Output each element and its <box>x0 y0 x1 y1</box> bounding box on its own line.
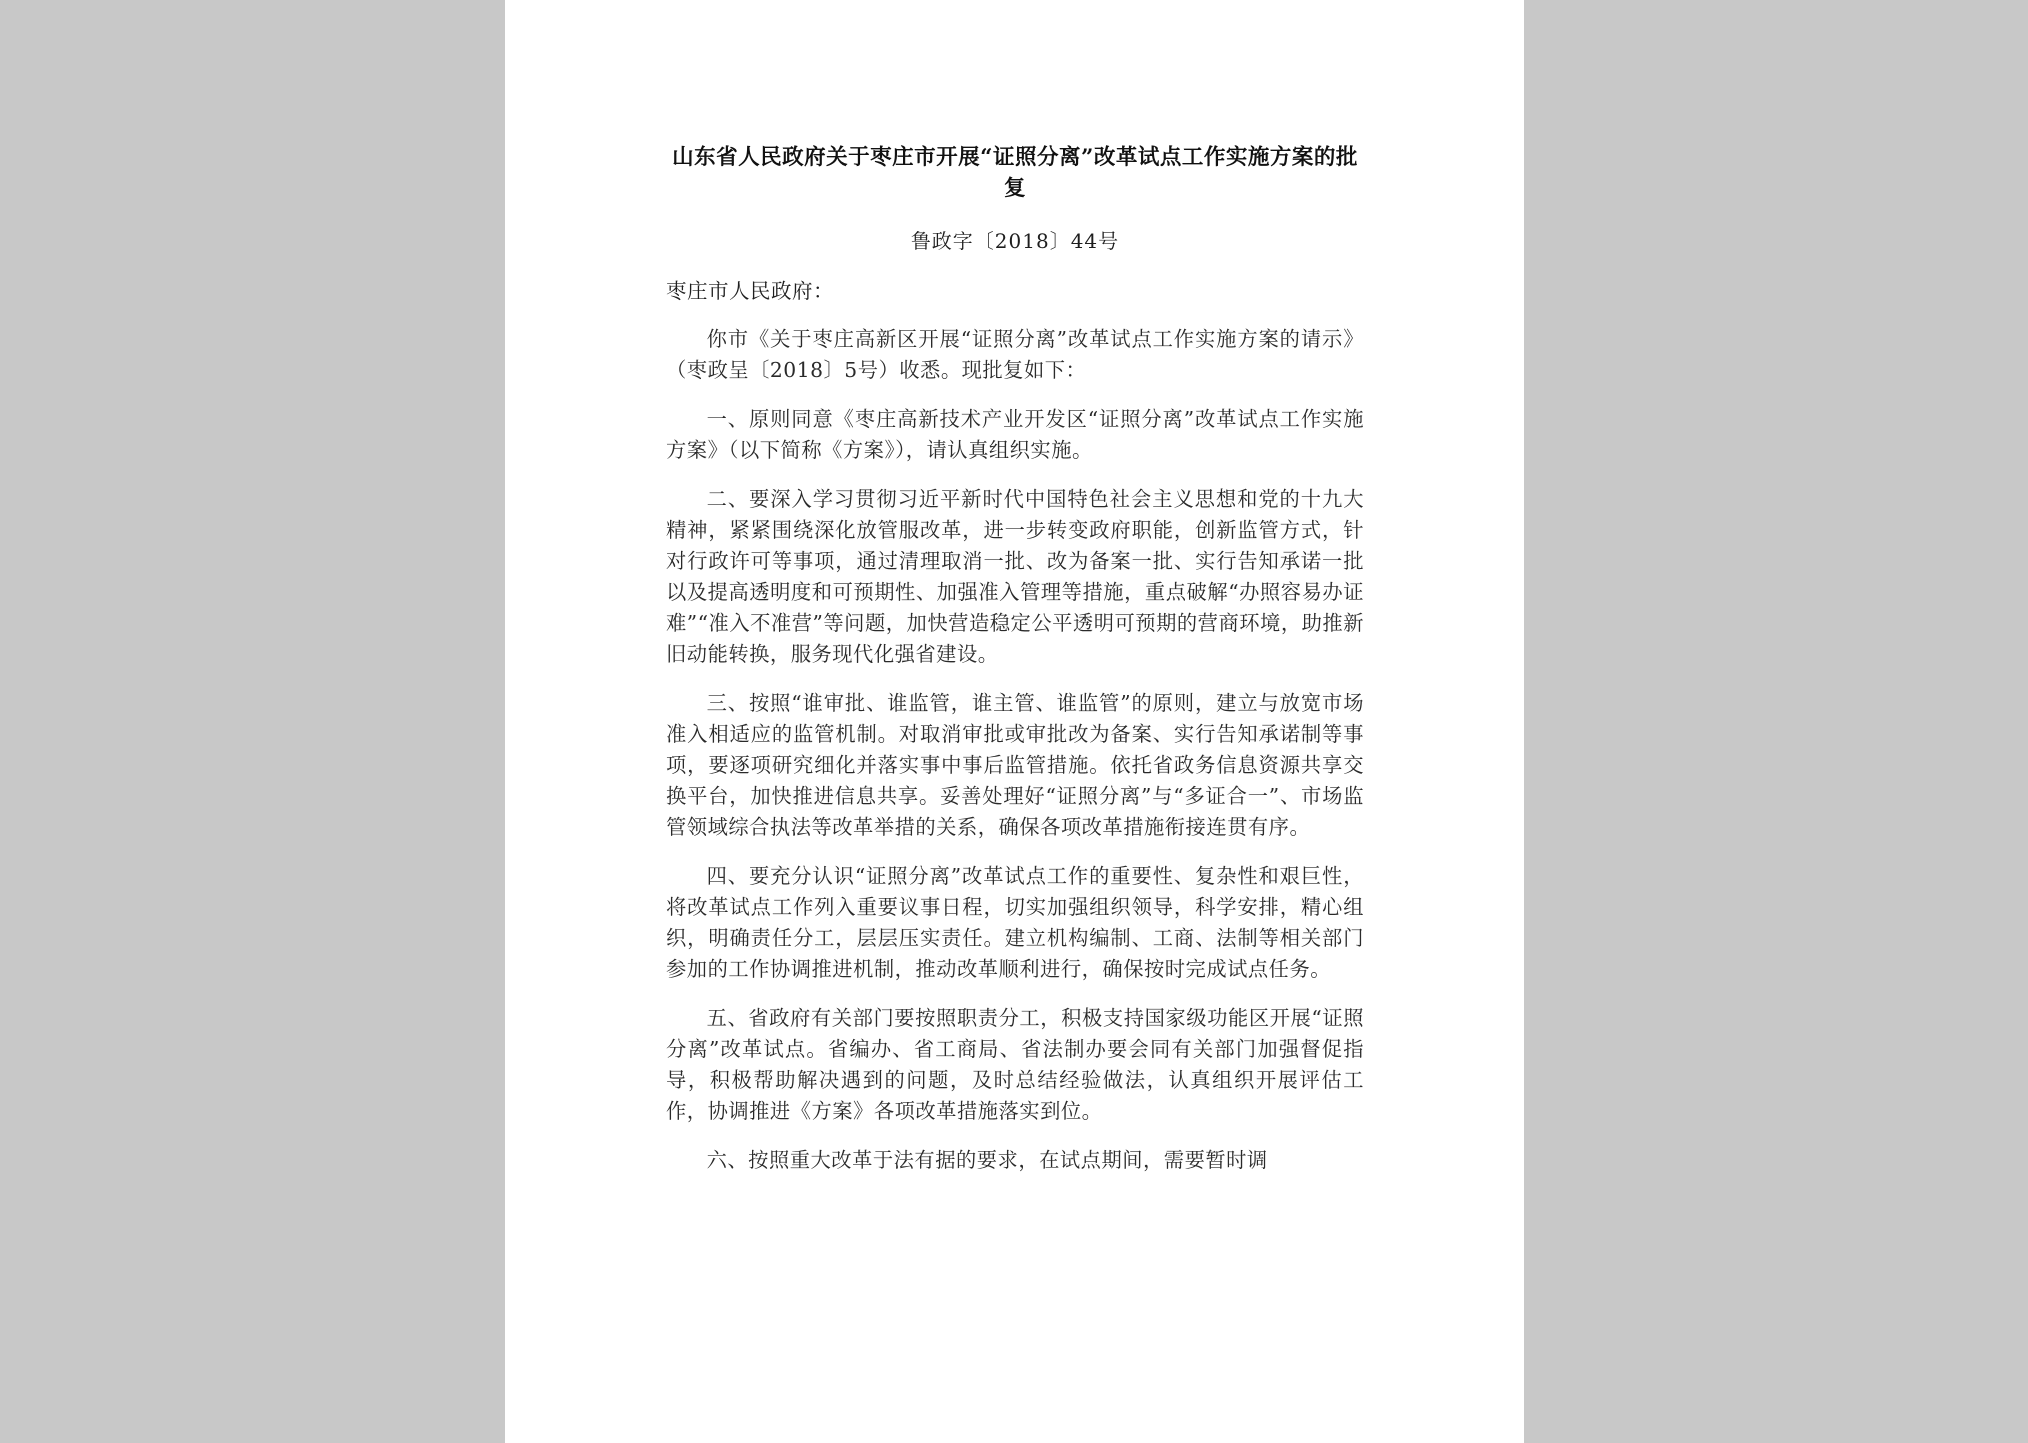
paragraph-3: 三、按照“谁审批、谁监管，谁主管、谁监管”的原则，建立与放宽市场准入相适应的监管机制。对取消审批或审批改为备案、实行告知承诺制等事项，要逐项研究细化并落实事中事后监管措施。依托省政务信息资源共享交换平台，加快推进信息共享。妥善处理好“证照分离”与“多证合一”、市场监管领域综合执法等改革举措的关系，确保各项改革措施衔接连贯有序。 <box>666 691 1364 839</box>
paragraph-4: 四、要充分认识“证照分离”改革试点工作的重要性、复杂性和艰巨性，将改革试点工作列入重要议事日程，切实加强组织领导，科学安排，精心组织，明确责任分工，层层压实责任。建立机构编制、工商、法制等相关部门参加的工作协调推进机制，推动改革顺利进行，确保按时完成试点任务。 <box>666 864 1364 981</box>
page-content <box>666 142 1364 1176</box>
paragraph-5: 五、省政府有关部门要按照职责分工，积极支持国家级功能区开展“证照分离”改革试点。省编办、省工商局、省法制办要会同有关部门加强督促指导，积极帮助解决遇到的问题，及时总结经验做法，认真组织开展评估工作，协调推进《方案》各项改革措施落实到位。 <box>666 1006 1364 1123</box>
document-page <box>505 0 1524 1443</box>
document-title: 山东省人民政府关于枣庄市开展“证照分离”改革试点工作实施方案的批复 <box>672 145 1358 201</box>
paragraph-1: 一、原则同意《枣庄高新技术产业开发区“证照分离”改革试点工作实施方案》（以下简称《方案》），请认真组织实施。 <box>666 407 1364 462</box>
salutation: 枣庄市人民政府： <box>666 279 834 303</box>
paragraph-2: 二、要深入学习贯彻习近平新时代中国特色社会主义思想和党的十九大精神，紧紧围绕深化放管服改革，进一步转变政府职能，创新监管方式，针对行政许可等事项，通过清理取消一批、改为备案一批、实行告知承诺一批以及提高透明度和可预期性、加强准入管理等措施，重点破解“办照容易办证难”“准入不准营”等问题，加快营造稳定公平透明可预期的营商环境，助推新旧动能转换，服务现代化强省建设。 <box>666 487 1364 666</box>
document-number: 鲁政字〔2018〕44号 <box>910 229 1120 253</box>
paragraph-intro: 你市《关于枣庄高新区开展“证照分离”改革试点工作实施方案的请示》（枣政呈〔2018〕5号）收悉。现批复如下： <box>666 327 1364 382</box>
paragraph-6: 六、按照重大改革于法有据的要求，在试点期间，需要暂时调 <box>706 1148 1268 1172</box>
